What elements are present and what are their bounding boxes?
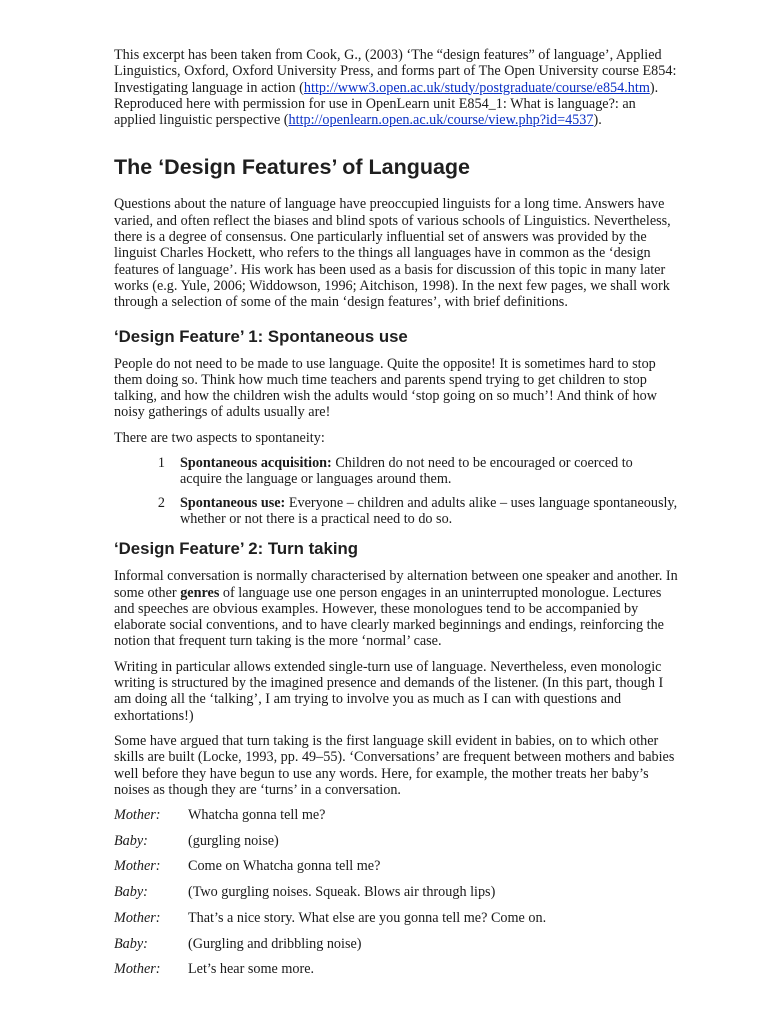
speaker-name: Mother — [114, 807, 156, 824]
speaker-colon: : — [155, 961, 161, 978]
opening-paragraph: Questions about the nature of language have preoccupied linguists for a long time. Answers have varied, and often reflect the biases and blind spots of various schools of Linguistics. Nevertheless, there is a degree of consensus. One particularly influential set of answers was provided by the linguist Charles Hockett, who refers to the things all languages have in common as the ‘design features of language’. His work has been used as a basis for discussion of this topic in many later works (e.g. Yule, 2006; Widdowson, 1996; Aitchison, 1998). In the next few pages, we shall work through a selection of some of the main ‘design features’, with brief definitions. — [114, 196, 671, 311]
speaker-name: Baby — [114, 884, 144, 901]
dialogue-row — [114, 961, 678, 987]
list-item — [114, 455, 678, 488]
list-item-text — [180, 495, 678, 528]
dialogue-line: Let’s hear some more. — [188, 961, 315, 978]
dialogue-speaker — [114, 910, 188, 926]
speaker-colon: : — [143, 884, 148, 901]
list-item-definition: Children do not need to be encouraged or coerced to acquire the language or languages around them. — [180, 455, 633, 488]
course-link[interactable]: http://www3.open.ac.uk/study/postgraduate/course/e854.htm — [303, 79, 650, 96]
source-note-text-2: ). Reproduced here with permission for use in OpenLearn unit E854_1: What is language?: an applied linguistic perspective ( — [114, 79, 659, 129]
dialogue-speaker — [114, 961, 188, 977]
speaker-colon: : — [155, 807, 161, 824]
list-item-term: Spontaneous acquisition: — [180, 455, 332, 472]
dialogue-line: Whatcha gonna tell me? — [188, 807, 326, 824]
dialogue-line: That’s a nice story. What else are you gonna tell me? Come on. — [188, 909, 547, 926]
genres-term: genres — [180, 584, 220, 601]
paragraph-text: of language use one person engages in an uninterrupted monologue. Lectures and speeches are obvious examples. However, these monologues tend to be accompanied by elaborate social conventions, and to have clearly marked beginnings and endings, reinforcing the notion that frequent turn taking is the more ‘normal’ case. — [114, 584, 664, 650]
dialogue-speaker — [114, 833, 188, 849]
speaker-colon: : — [143, 935, 148, 952]
page-title: The ‘Design Features’ of Language — [114, 155, 471, 180]
dialogue-row — [114, 910, 678, 936]
dialogue-line: Come on Whatcha gonna tell me? — [188, 858, 381, 875]
source-note — [114, 47, 678, 128]
dialogue-row — [114, 833, 678, 859]
dialogue-speaker — [114, 807, 188, 823]
feature-2-paragraph-2: Writing in particular allows extended single-turn use of language. Nevertheless, even monologic writing is structured by the imagined presence and demands of the listener. (In this part, though I am doing all the ‘talking’, I am trying to involve you as much as I can with questions and exhortations!) — [114, 658, 664, 724]
dialogue-speaker — [114, 884, 188, 900]
feature-1-paragraph-1: People do not need to be made to use language. Quite the opposite! It is sometimes hard to stop them doing so. Think how much time teachers and parents spend trying to get children to stop talking, and how the children wish the adults would ‘stop going on so much’! And think of how noisy gatherings of adults usually are! — [114, 355, 658, 421]
speaker-colon: : — [155, 858, 161, 875]
source-note-text-1: This excerpt has been taken from Cook, G., (2003) ‘The “design features” of language’, Applied Linguistics, Oxford, Oxford University Press, and forms part of The Open University course E854: Investigating language in action ( — [114, 47, 677, 96]
speaker-colon: : — [143, 832, 148, 849]
dialogue-row — [114, 936, 678, 962]
dialogue-line: (gurgling noise) — [188, 832, 279, 849]
speaker-colon: : — [155, 909, 161, 926]
feature-2-paragraph-3: Some have argued that turn taking is the first language skill evident in babies, on to which other skills are built (Locke, 1993, pp. 49–55). ‘Conversations’ are frequent between mothers and babies well before they have begun to use any words. Here, for example, the mother treats her baby’s noises as though they are ‘turns’ in a conversation. — [114, 732, 675, 798]
dialogue-row — [114, 807, 678, 833]
list-item-definition: Everyone – children and adults alike – uses language spontaneously, whether or not there is a practical need to do so. — [180, 494, 678, 527]
feature-2-heading: ‘Design Feature’ 2: Turn taking — [114, 539, 358, 559]
dialogue-speaker — [114, 936, 188, 952]
feature-2-paragraph-1 — [114, 568, 678, 649]
spontaneity-list — [114, 455, 678, 527]
dialogue-speaker — [114, 858, 188, 874]
paragraph-text: Informal conversation is normally characterised by alternation between one speaker and another. In some other — [114, 568, 678, 601]
speaker-name: Mother — [114, 961, 156, 978]
list-item-text — [180, 455, 678, 488]
openlearn-link[interactable]: http://openlearn.open.ac.uk/course/view.php?id=4537 — [288, 112, 594, 129]
feature-1-heading: ‘Design Feature’ 1: Spontaneous use — [114, 326, 408, 346]
dialogue-row — [114, 884, 678, 910]
speaker-name: Mother — [114, 858, 156, 875]
speaker-name: Mother — [114, 909, 156, 926]
list-item-term: Spontaneous use: — [180, 494, 286, 511]
speaker-name: Baby — [114, 832, 144, 849]
speaker-name: Baby — [114, 935, 144, 952]
dialogue-row — [114, 858, 678, 884]
mother-baby-dialogue — [114, 807, 678, 987]
list-item — [114, 495, 678, 528]
list-item-number: 1 — [157, 455, 165, 472]
dialogue-line: (Gurgling and dribbling noise) — [188, 935, 362, 952]
dialogue-line: (Two gurgling noises. Squeak. Blows air through lips) — [188, 884, 496, 901]
list-item-number: 2 — [157, 494, 165, 511]
source-note-text-3: ). — [593, 112, 602, 129]
feature-1-paragraph-2: There are two aspects to spontaneity: — [114, 429, 325, 446]
